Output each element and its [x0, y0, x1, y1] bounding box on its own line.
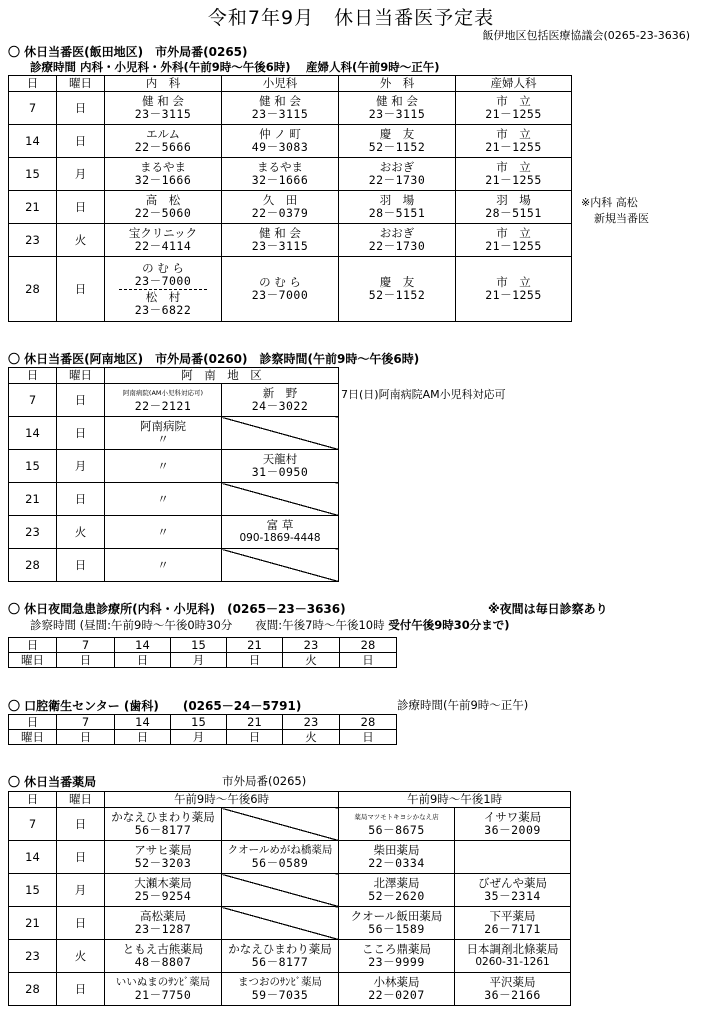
clinic-cell	[222, 549, 339, 582]
day-cell: 14	[9, 841, 57, 874]
day-cell: 14	[9, 125, 57, 158]
night-notice: ※夜間は毎日診察あり	[488, 602, 608, 616]
iida-note-1: ※内科 高松	[581, 196, 638, 209]
pharmacy-cell	[222, 841, 339, 874]
clinic-name: 慶 友	[379, 127, 415, 141]
clinic-phone: 31－0950	[251, 465, 309, 479]
clinic-cell	[222, 384, 339, 417]
anan-col-header: 阿 南 地 区	[105, 368, 339, 384]
pharmacy-name: 薬局マツモトキヨシかなえ店	[354, 813, 439, 821]
iida-row	[9, 158, 572, 191]
clinic-name: 宝クリニック	[128, 226, 198, 240]
day-cell: 21	[9, 191, 57, 224]
anan-heading: 〇 休日当番医(阿南地区) 市外局番(0260) 診察時間(午前9時～午後6時)	[8, 352, 420, 366]
weekday-cell: 火	[57, 224, 105, 257]
day-cell: 7	[57, 638, 115, 653]
weekday-cell: 日	[57, 257, 105, 322]
row-label: 曜日	[9, 730, 57, 745]
weekday-cell: 日	[57, 730, 115, 745]
anan-row	[9, 549, 339, 582]
weekday-cell: 日	[340, 730, 397, 745]
clinic-phone: 52－1152	[368, 288, 426, 302]
anan-row	[9, 450, 339, 483]
pharmacy-row	[9, 907, 571, 940]
clinic-name: まるやま	[140, 160, 186, 174]
pharmacy-phone: 56－1589	[368, 922, 425, 936]
day-cell: 7	[57, 715, 115, 730]
clinic-name: 慶 友	[379, 275, 415, 289]
pharmacy-name: いいぬまのｻﾝﾋﾞ薬局	[115, 976, 211, 988]
clinic-cell	[222, 450, 339, 483]
anan-note: 7日(日)阿南病院AM小児科対応可	[341, 388, 506, 401]
pharmacy-row	[9, 841, 571, 874]
pharmacy-row	[9, 874, 571, 907]
clinic-phone: 〃	[157, 432, 169, 446]
day-cell: 21	[9, 483, 57, 516]
iida-tbody	[9, 76, 572, 322]
day-cell: 28	[9, 257, 57, 322]
weekday-cell: 日	[115, 653, 171, 668]
clinic-cell	[339, 257, 456, 322]
day-cell: 23	[283, 638, 340, 653]
clinic-phone: 22－2121	[134, 399, 192, 413]
day-cell: 28	[340, 638, 397, 653]
pharmacy-cell	[105, 940, 222, 973]
clinic-name: 健 和 会	[142, 94, 184, 108]
pharmacy-name: 下平薬局	[489, 909, 536, 923]
day-cell: 7	[9, 808, 57, 841]
clinic-block	[119, 262, 207, 290]
clinic-phone: 23－3115	[251, 107, 309, 121]
pharmacy-phone: 0260-31-1261	[475, 956, 550, 968]
anan-row	[9, 417, 339, 450]
night-weekday-row	[9, 653, 397, 668]
weekday-cell: 日	[57, 973, 105, 1006]
pharmacy-cell	[339, 841, 455, 874]
clinic-name: 市 立	[496, 275, 531, 289]
clinic-cell	[456, 191, 572, 224]
iida-col-header: 産婦人科	[456, 76, 572, 92]
night-day-row	[9, 638, 397, 653]
day-cell: 15	[9, 874, 57, 907]
day-cell: 15	[9, 450, 57, 483]
iida-heading: 〇 休日当番医(飯田地区) 市外局番(0265)	[8, 45, 248, 59]
anan-col-header: 曜日	[57, 368, 105, 384]
dental-table	[8, 714, 397, 745]
clinic-phone: 23－7000	[134, 273, 192, 288]
weekday-cell: 月	[57, 874, 105, 907]
pharmacy-name: ともえ古熊薬局	[122, 942, 204, 956]
weekday-cell: 日	[57, 384, 105, 417]
day-cell: 28	[9, 973, 57, 1006]
clinic-phone: 23－3115	[134, 107, 192, 121]
pharmacy-phone: 56－8177	[134, 823, 192, 837]
clinic-name: 健 和 会	[259, 94, 301, 108]
clinic-name: おおぎ	[379, 160, 415, 174]
iida-note-2: 新規当番医	[594, 212, 649, 225]
clinic-name: の む ら	[142, 260, 184, 275]
anan-col-header: 日	[9, 368, 57, 384]
clinic-phone: 22－5666	[134, 140, 192, 154]
clinic-phone: 23－7000	[251, 288, 309, 302]
clinic-phone: 〃	[157, 557, 169, 572]
iida-col-header: 曜日	[57, 76, 105, 92]
pharmacy-phone: 56－8177	[251, 955, 309, 969]
clinic-name: 久 田	[262, 193, 298, 207]
clinic-cell	[222, 483, 339, 516]
clinic-name: 阿南病院	[140, 419, 186, 433]
clinic-cell	[456, 92, 572, 125]
clinic-name: 富 草	[266, 518, 294, 532]
clinic-cell	[222, 516, 339, 549]
weekday-cell: 日	[57, 841, 105, 874]
pharmacy-name: アサヒ薬局	[134, 843, 192, 857]
weekday-cell: 日	[57, 808, 105, 841]
clinic-phone: 28－5151	[485, 206, 542, 220]
day-cell: 15	[171, 638, 227, 653]
weekday-cell: 月	[171, 730, 227, 745]
weekday-cell: 日	[57, 417, 105, 450]
pharmacy-cell	[339, 808, 455, 841]
clinic-cell	[105, 125, 222, 158]
clinic-name: 市 立	[496, 94, 531, 108]
clinic-name: 天龍村	[262, 452, 298, 466]
pharmacy-name: びぜんや薬局	[478, 876, 548, 890]
pharmacy-phone: 56－8675	[368, 823, 425, 837]
clinic-cell	[105, 384, 222, 417]
clinic-phone: 090-1869-4448	[239, 532, 321, 544]
day-cell: 28	[9, 549, 57, 582]
pharmacy-table	[8, 791, 571, 1006]
weekday-cell: 火	[283, 730, 340, 745]
pharmacy-area-code: 市外局番(0265)	[222, 774, 307, 788]
anan-tbody	[9, 368, 339, 582]
anan-row	[9, 483, 339, 516]
clinic-name: 阿南病院(AM小児科対応可)	[122, 389, 204, 397]
iida-col-header: 内 科	[105, 76, 222, 92]
clinic-phone: 21－1255	[485, 239, 542, 253]
day-cell: 7	[9, 92, 57, 125]
iida-row	[9, 191, 572, 224]
weekday-cell: 火	[57, 940, 105, 973]
clinic-cell	[339, 125, 456, 158]
weekday-cell: 日	[57, 907, 105, 940]
clinic-cell	[105, 417, 222, 450]
iida-col-header: 日	[9, 76, 57, 92]
clinic-name: 市 立	[496, 226, 531, 240]
clinic-phone: 32－1666	[251, 173, 309, 187]
pharmacy-name: 柴田薬局	[373, 843, 420, 857]
dental-weekday-row	[9, 730, 397, 745]
iida-row	[9, 92, 572, 125]
pharmacy-cell	[455, 874, 571, 907]
iida-hours: 診療時間 内科・小児科・外科(午前9時～午後6時) 産婦人科(午前9時～正午)	[30, 60, 440, 74]
pharmacy-row	[9, 940, 571, 973]
clinic-name: 市 立	[496, 160, 531, 174]
pharmacy-cell	[339, 907, 455, 940]
clinic-phone: 22－1730	[368, 173, 426, 187]
clinic-name: 高 松	[145, 193, 181, 207]
day-cell: 21	[227, 638, 283, 653]
pharmacy-name: 平沢薬局	[489, 975, 536, 989]
clinic-phone: 23－6822	[134, 302, 192, 317]
day-cell: 14	[9, 417, 57, 450]
day-cell: 23	[9, 516, 57, 549]
pharmacy-cell	[222, 874, 339, 907]
clinic-phone: 28－5151	[368, 206, 426, 220]
clinic-name: エルム	[145, 127, 181, 141]
day-cell: 14	[115, 715, 171, 730]
night-tbody	[9, 638, 397, 668]
anan-header-row	[9, 368, 339, 384]
weekday-cell: 月	[57, 450, 105, 483]
pharmacy-name: クオールめがね橋薬局	[227, 844, 333, 856]
weekday-cell: 月	[57, 158, 105, 191]
weekday-cell: 日	[57, 483, 105, 516]
clinic-phone: 52－1152	[368, 140, 426, 154]
clinic-phone: 21－1255	[485, 288, 542, 302]
night-hours: 診察時間 (昼間:午前9時～午後0時30分 夜間:午後7時～午後10時 受付午後9時30分まで)	[30, 618, 510, 632]
pharmacy-name: クオール飯田薬局	[350, 909, 443, 923]
pharmacy-phone: 22－0207	[368, 988, 425, 1002]
clinic-cell	[105, 483, 222, 516]
clinic-name: 羽 場	[496, 193, 531, 207]
day-cell: 23	[9, 940, 57, 973]
clinic-phone: 23－3115	[251, 239, 309, 253]
clinic-name: 健 和 会	[376, 94, 418, 108]
clinic-phone: 32－1666	[134, 173, 192, 187]
clinic-phone: 22－1730	[368, 239, 426, 253]
anan-table	[8, 367, 339, 582]
clinic-phone: 21－1255	[485, 107, 542, 121]
pharmacy-cell	[105, 841, 222, 874]
pharmacy-phone: 25－9254	[134, 889, 192, 903]
weekday-cell: 日	[115, 730, 171, 745]
pharmacy-col-header: 午前9時～午後6時	[105, 792, 339, 808]
pharmacy-cell	[105, 973, 222, 1006]
pharmacy-phone: 36－2166	[484, 988, 541, 1002]
clinic-cell	[456, 224, 572, 257]
clinic-cell	[105, 191, 222, 224]
pharmacy-name: 高松薬局	[140, 909, 186, 923]
clinic-phone: 49－3083	[251, 140, 309, 154]
pharmacy-cell	[455, 841, 571, 874]
pharmacy-phone: 56－0589	[251, 856, 309, 870]
iida-header-row	[9, 76, 572, 92]
clinic-cell	[222, 224, 339, 257]
pharmacy-cell	[222, 907, 339, 940]
pharmacy-name: こころ鼎薬局	[362, 942, 432, 956]
clinic-phone: 24－3022	[251, 399, 309, 413]
pharmacy-heading: 〇 休日当番薬局	[8, 775, 97, 789]
weekday-cell: 日	[57, 125, 105, 158]
clinic-cell	[105, 92, 222, 125]
pharmacy-name: かなえひまわり薬局	[228, 942, 332, 956]
organization-label: 飯伊地区包括医療協議会(0265-23-3636)	[482, 29, 690, 42]
clinic-phone: 22－4114	[134, 239, 192, 253]
pharmacy-col-header: 日	[9, 792, 57, 808]
pharmacy-name: 日本調剤北條薬局	[466, 942, 559, 956]
day-cell: 15	[9, 158, 57, 191]
clinic-name: 仲 ノ 町	[259, 127, 301, 141]
pharmacy-cell	[455, 907, 571, 940]
clinic-cell	[339, 158, 456, 191]
pharmacy-phone: 22－0334	[368, 856, 425, 870]
page-title: 令和7年9月 休日当番医予定表	[207, 7, 495, 29]
clinic-cell	[339, 191, 456, 224]
dental-heading: 〇 口腔衛生センター (歯科) (0265－24－5791)	[8, 699, 302, 713]
clinic-cell	[456, 125, 572, 158]
clinic-cell	[222, 257, 339, 322]
pharmacy-phone: 59－7035	[251, 988, 309, 1002]
row-label: 日	[9, 638, 57, 653]
clinic-phone: 〃	[157, 524, 169, 539]
clinic-cell	[456, 158, 572, 191]
dental-day-row	[9, 715, 397, 730]
iida-row	[9, 257, 572, 322]
clinic-cell	[105, 450, 222, 483]
pharmacy-cell	[455, 808, 571, 841]
pharmacy-phone: 23－1287	[134, 922, 192, 936]
pharmacy-row	[9, 973, 571, 1006]
pharmacy-cell	[339, 874, 455, 907]
weekday-cell: 日	[57, 653, 115, 668]
iida-row	[9, 125, 572, 158]
weekday-cell: 日	[57, 549, 105, 582]
pharmacy-cell	[455, 940, 571, 973]
clinic-name: 健 和 会	[259, 226, 301, 240]
dental-tbody	[9, 715, 397, 745]
weekday-cell: 火	[57, 516, 105, 549]
day-cell: 28	[340, 715, 397, 730]
weekday-cell: 日	[57, 92, 105, 125]
clinic-phone: 〃	[157, 491, 169, 506]
weekday-cell: 日	[57, 191, 105, 224]
clinic-name: の む ら	[259, 275, 301, 289]
pharmacy-name: 大瀬木薬局	[134, 876, 192, 890]
day-cell: 15	[171, 715, 227, 730]
clinic-cell	[105, 516, 222, 549]
clinic-name: 松 村	[145, 289, 181, 304]
clinic-cell	[339, 92, 456, 125]
clinic-cell	[222, 125, 339, 158]
pharmacy-cell	[339, 940, 455, 973]
clinic-phone: 〃	[157, 458, 169, 473]
day-cell: 23	[283, 715, 340, 730]
pharmacy-name: イサワ薬局	[483, 810, 542, 824]
clinic-cell	[105, 224, 222, 257]
pharmacy-name: 北澤薬局	[373, 876, 420, 890]
day-cell: 21	[9, 907, 57, 940]
pharmacy-phone: 48－8807	[134, 955, 192, 969]
clinic-phone: 23－3115	[368, 107, 426, 121]
clinic-cell	[105, 257, 222, 322]
pharmacy-cell	[105, 907, 222, 940]
pharmacy-phone: 52－2620	[368, 889, 425, 903]
iida-table	[8, 75, 572, 322]
pharmacy-phone: 23－9999	[368, 955, 425, 969]
pharmacy-phone: 35－2314	[484, 889, 541, 903]
clinic-cell	[222, 417, 339, 450]
day-cell: 23	[9, 224, 57, 257]
pharmacy-col-header: 曜日	[57, 792, 105, 808]
weekday-cell: 日	[227, 730, 283, 745]
iida-col-header: 外 科	[339, 76, 456, 92]
clinic-cell	[105, 549, 222, 582]
clinic-name: おおぎ	[379, 226, 415, 240]
clinic-cell	[456, 257, 572, 322]
pharmacy-cell	[105, 874, 222, 907]
weekday-cell: 月	[171, 653, 227, 668]
clinic-phone: 22－0379	[251, 206, 309, 220]
pharmacy-cell	[222, 973, 339, 1006]
pharmacy-row	[9, 808, 571, 841]
clinic-cell	[222, 191, 339, 224]
clinic-phone: 22－5060	[134, 206, 192, 220]
anan-row	[9, 516, 339, 549]
clinic-cell	[105, 158, 222, 191]
weekday-cell: 日	[227, 653, 283, 668]
pharmacy-cell	[339, 973, 455, 1006]
pharmacy-header-row	[9, 792, 571, 808]
clinic-phone: 21－1255	[485, 140, 542, 154]
pharmacy-cell	[222, 940, 339, 973]
pharmacy-name: まつおのｻﾝﾋﾞ薬局	[238, 976, 322, 988]
night-heading: 〇 休日夜間急患診療所(内科・小児科) (0265－23－3636)	[8, 602, 346, 616]
iida-row	[9, 224, 572, 257]
pharmacy-phone: 21－7750	[134, 988, 192, 1002]
clinic-cell	[222, 92, 339, 125]
clinic-cell	[339, 224, 456, 257]
night-table	[8, 637, 397, 668]
clinic-name: 新 野	[262, 386, 298, 400]
dental-hours: 診療時間(午前9時～正午)	[397, 698, 529, 712]
pharmacy-col-header: 午前9時～午後1時	[339, 792, 571, 808]
clinic-name: 市 立	[496, 127, 531, 141]
pharmacy-phone: 36－2009	[484, 823, 541, 837]
clinic-phone: 21－1255	[485, 173, 542, 187]
pharmacy-tbody	[9, 792, 571, 1006]
day-cell: 7	[9, 384, 57, 417]
clinic-name: 羽 場	[379, 193, 415, 207]
clinic-name: まるやま	[257, 160, 303, 174]
pharmacy-name: 小林薬局	[373, 975, 420, 989]
clinic-cell	[222, 158, 339, 191]
pharmacy-name: かなえひまわり薬局	[111, 810, 215, 824]
anan-row	[9, 384, 339, 417]
iida-col-header: 小児科	[222, 76, 339, 92]
pharmacy-phone: 26－7171	[484, 922, 541, 936]
weekday-cell: 日	[340, 653, 397, 668]
weekday-cell: 火	[283, 653, 340, 668]
pharmacy-cell	[222, 808, 339, 841]
day-cell: 21	[227, 715, 283, 730]
row-label: 曜日	[9, 653, 57, 668]
pharmacy-cell	[105, 808, 222, 841]
row-label: 日	[9, 715, 57, 730]
day-cell: 14	[115, 638, 171, 653]
pharmacy-phone: 52－3203	[134, 856, 192, 870]
pharmacy-cell	[455, 973, 571, 1006]
